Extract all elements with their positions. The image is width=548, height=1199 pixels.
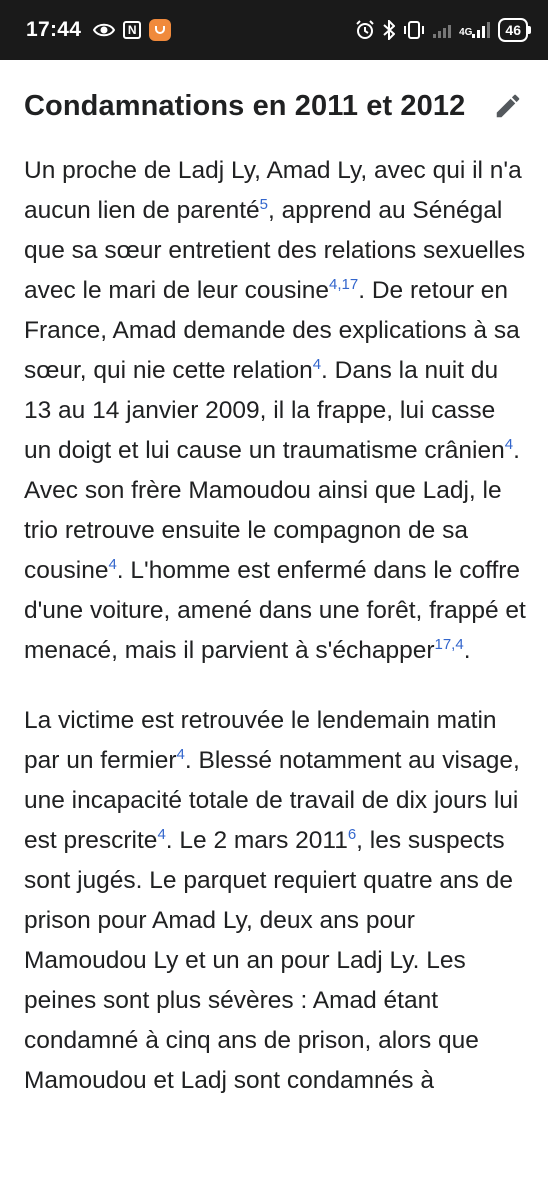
paragraph-1 <box>24 151 528 671</box>
bluetooth-icon <box>383 20 395 40</box>
section-title: Condamnations en 2011 et 2012 <box>24 89 466 122</box>
citation-link[interactable]: 17,4 <box>434 636 464 653</box>
citation-link[interactable]: 6 <box>347 826 357 843</box>
text-segment: . De retour en France, Amad demande des explications à sa sœur, qui nie cette relation <box>24 277 520 384</box>
text-segment: Un proche de Ladj Ly, Amad Ly, avec qui il n'a aucun lien de parenté <box>24 157 522 224</box>
battery-indicator: 46 <box>498 18 528 42</box>
vibrate-icon <box>403 20 425 40</box>
wifi-signal-icon <box>433 22 451 38</box>
bottom-cutoff <box>0 1138 548 1199</box>
signal-icon <box>472 22 490 38</box>
text-segment: . Blessé notamment au visage, une incapacité totale de travail de dix jours lui est prescrite <box>24 747 520 854</box>
citation-link[interactable]: 4 <box>312 356 322 373</box>
citation-link[interactable]: 4 <box>157 826 166 843</box>
text-segment: . Dans la nuit du 13 au 14 janvier 2009, il la frappe, lui casse un doigt et lui cause un traumatisme crânien <box>24 357 505 464</box>
text-segment: . <box>463 637 471 664</box>
eye-icon <box>93 22 115 38</box>
citation-link[interactable]: 5 <box>259 196 269 213</box>
text-segment: . L'homme est enfermé dans le coffre d'une voiture, amené dans une forêt, frappé et menacé, mais il parvient à s'échapper <box>24 557 526 664</box>
citation-link[interactable]: 4 <box>504 436 514 453</box>
article-body <box>24 151 528 1101</box>
text-segment: , les suspects sont jugés. Le parquet requiert quatre ans de prison pour Amad Ly, deux ans pour Mamoudou Ly et un an pour Ladj Ly. Les peines sont plus sévères : Amad étant condamné à cinq ans de prison, alors que Mamoudou et Ladj sont condamnés à <box>24 827 513 1094</box>
status-bar <box>0 0 548 60</box>
text-segment: , apprend au Sénégal que sa sœur entretient des relations sexuelles avec le mari de leur cousine <box>24 197 526 304</box>
text-segment: La victime est retrouvée le lendemain matin par un fermier <box>24 707 497 774</box>
citation-link[interactable]: 4 <box>108 556 117 573</box>
citation-link[interactable]: 4 <box>176 746 185 763</box>
section-header <box>24 84 528 128</box>
alarm-icon <box>355 20 375 40</box>
app-notification-icon <box>149 19 171 41</box>
status-time: 17:44 <box>26 18 82 41</box>
pencil-icon[interactable] <box>492 90 524 122</box>
network-type: 4G <box>459 27 473 38</box>
nfc-icon: N <box>123 21 141 39</box>
citation-link[interactable]: 4,17 <box>329 276 359 293</box>
text-segment: . Avec son frère Mamoudou ainsi que Ladj, le trio retrouve ensuite le compagnon de sa cousine <box>24 437 520 584</box>
text-segment: . Le 2 mars 2011 <box>165 827 348 854</box>
paragraph-2 <box>24 701 528 1101</box>
